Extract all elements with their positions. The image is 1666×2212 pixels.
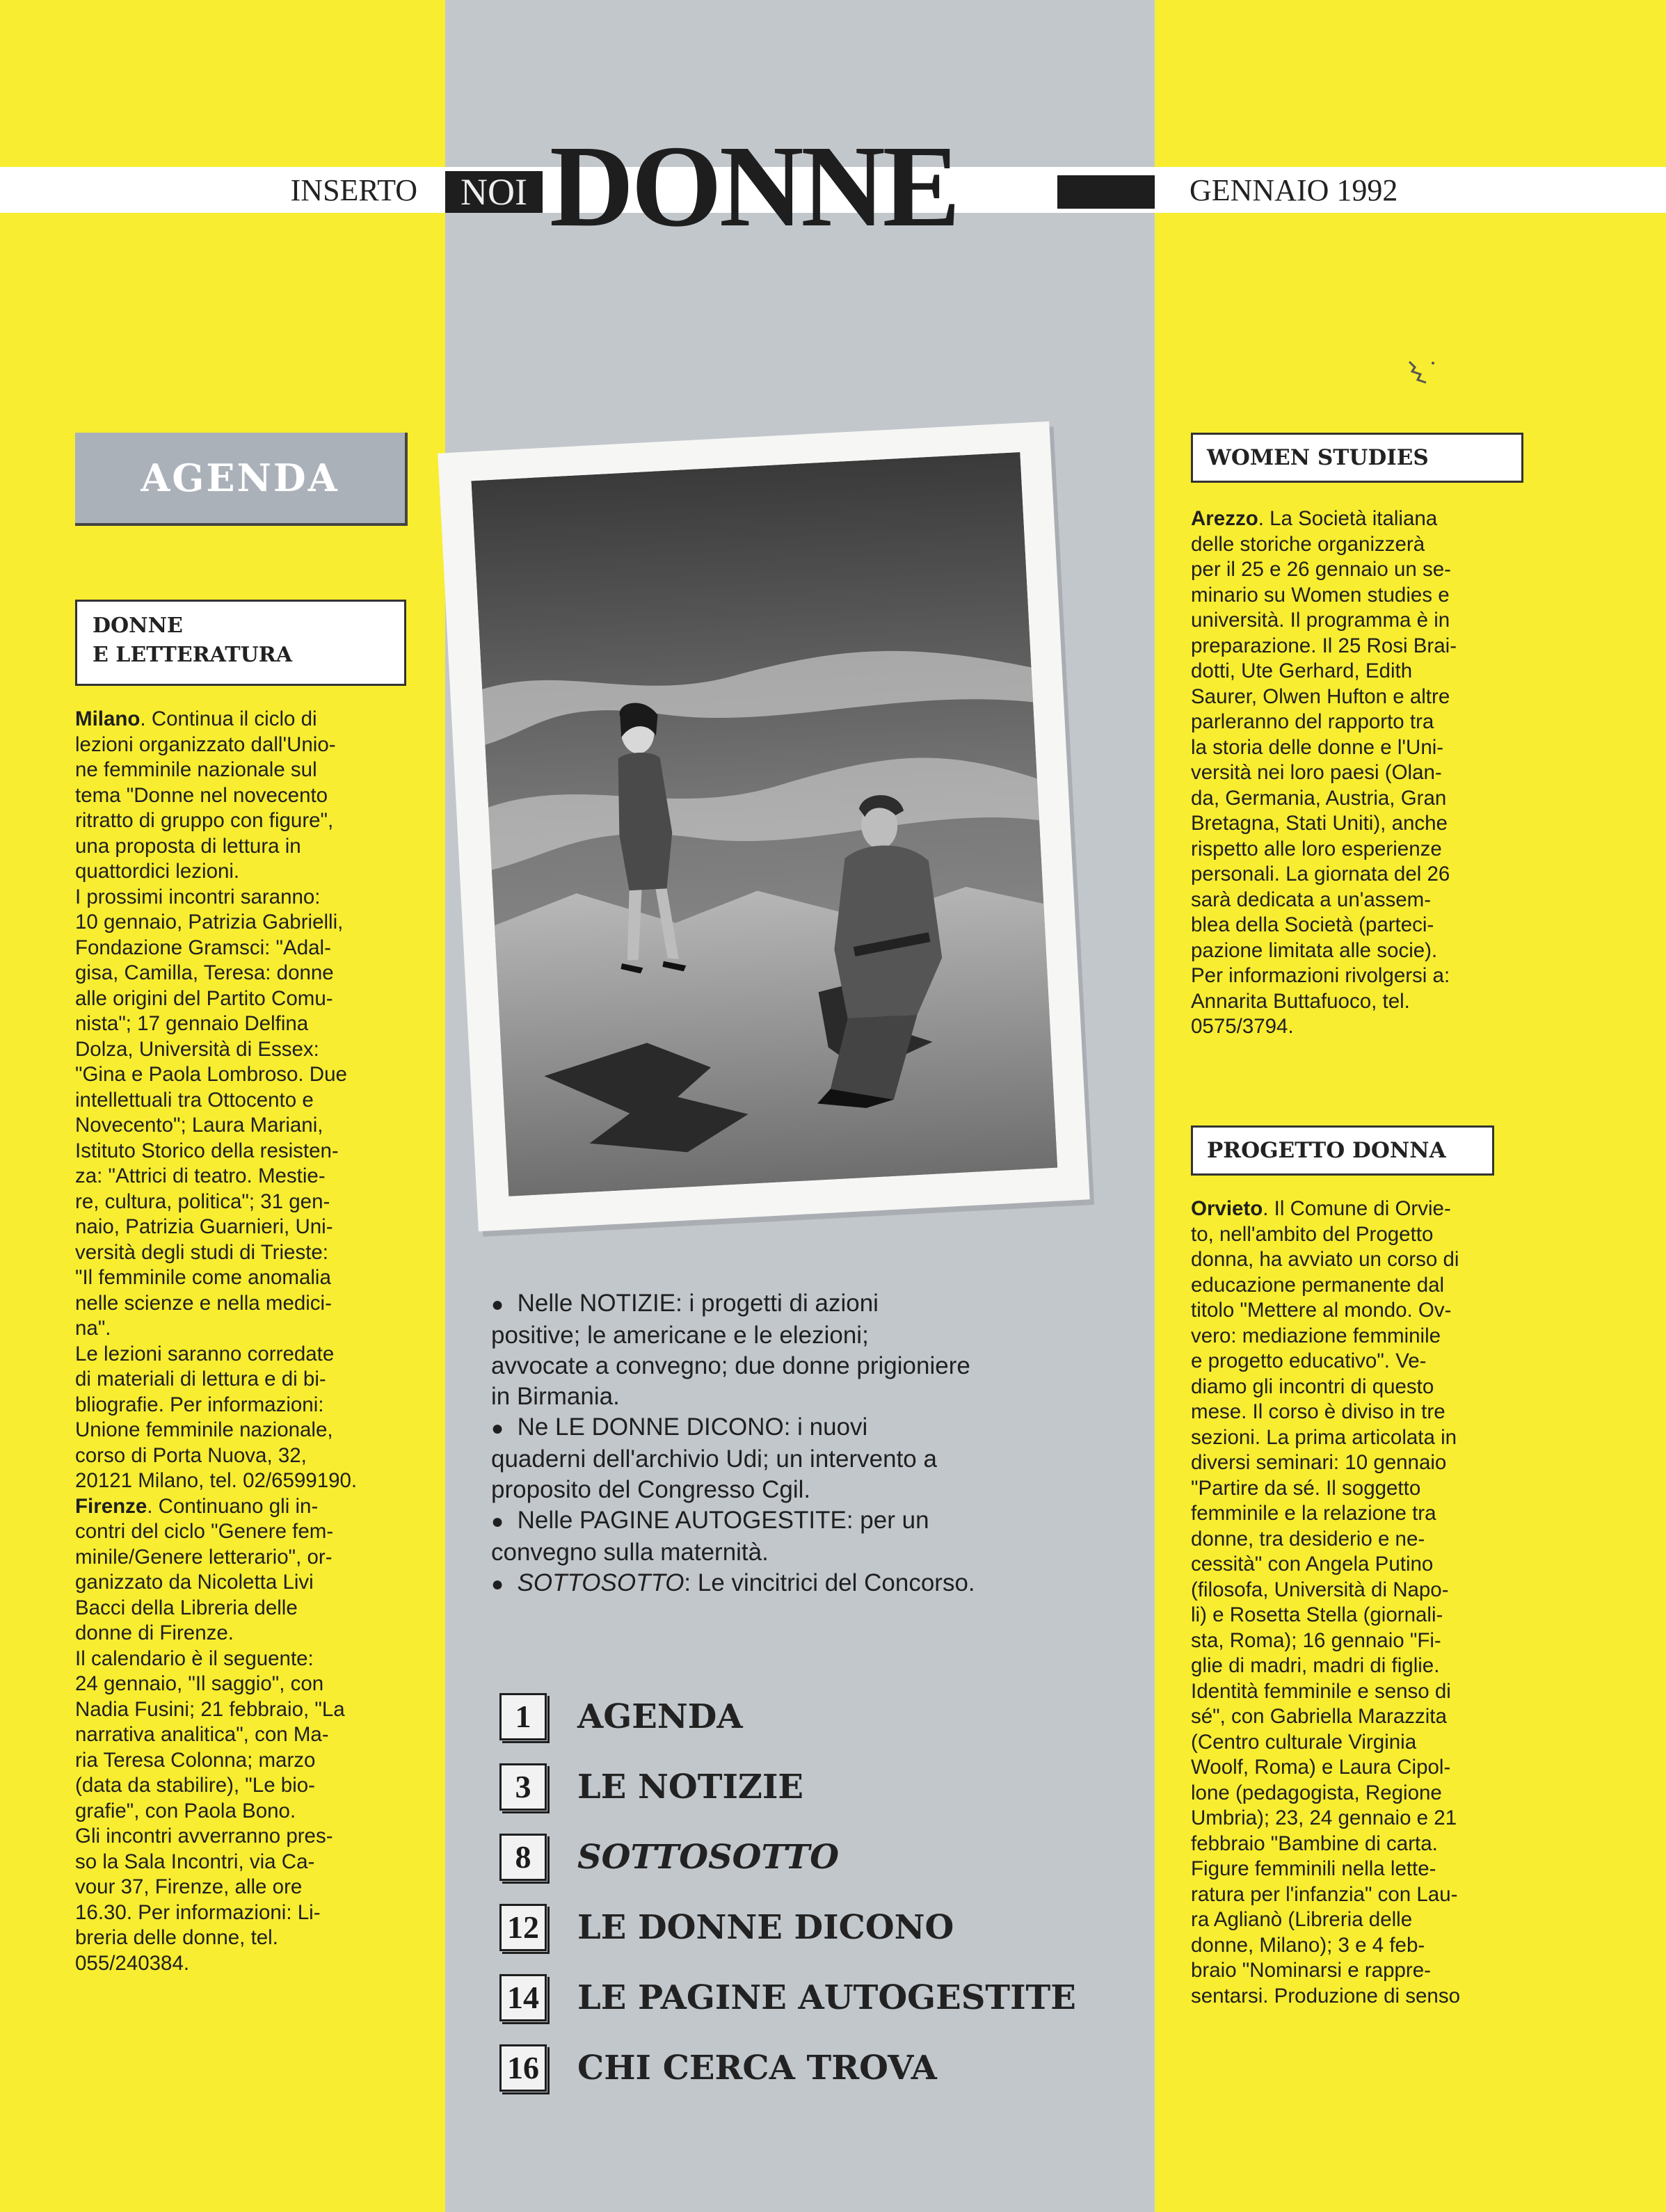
text-line-content: Novecento"; Laura Mariani, (75, 1114, 323, 1137)
text-line (1191, 1501, 1525, 1527)
label-line: DONNE (93, 614, 183, 638)
text-line-content: e progetto educativo". Ve- (1191, 1349, 1427, 1372)
toc-label: LE NOTIZIE (577, 1768, 803, 1806)
text-line-content: Unione femminile nazionale, (75, 1418, 333, 1441)
donne-letteratura-article (75, 707, 416, 1976)
text-line-content: Il calendario è il seguente: (75, 1646, 314, 1670)
women-studies-label: WOMEN STUDIES (1191, 433, 1523, 483)
ground (493, 869, 1057, 1196)
text-line-content: gisa, Camilla, Teresa: donne (75, 961, 334, 984)
text-line (75, 732, 416, 758)
text-line (75, 1443, 416, 1469)
text-line (75, 758, 416, 783)
text-line-content: so la Sala Incontri, via Ca- (75, 1850, 315, 1873)
text-line-content: Nadia Fusini; 21 febbraio, "La (75, 1697, 345, 1721)
text-line (75, 936, 416, 961)
text-line-content: I prossimi incontri saranno: (75, 885, 321, 908)
text-line (1191, 1933, 1525, 1959)
text-line (1191, 1907, 1525, 1933)
text-line (75, 1468, 416, 1494)
text-line (1191, 963, 1525, 989)
text-line-content: 16.30. Per informazioni: Li- (75, 1900, 321, 1924)
text-line (1191, 583, 1525, 609)
masthead-insert-label: INSERTO (290, 173, 417, 207)
text-line-content: Identità femminile e senso di (1191, 1679, 1451, 1703)
text-line (75, 1621, 416, 1646)
text-line-content: personali. La giornata del 26 (1191, 863, 1450, 885)
summary-line: convegno sulla maternità. (491, 1539, 769, 1566)
women-studies-article (1191, 506, 1525, 1040)
bullet-icon: ● (491, 1510, 504, 1533)
text-line-content: la storia delle donne e l'Uni- (1191, 735, 1444, 759)
text-line (1191, 1552, 1525, 1578)
text-line-content: diversi seminari: 10 gennaio (1191, 1451, 1447, 1474)
text-line-content: grafie", con Paola Bono. (75, 1799, 296, 1822)
text-line-content: mese. Il corso è diviso in tre (1191, 1400, 1445, 1423)
text-line (1191, 1832, 1525, 1857)
text-line (1191, 1603, 1525, 1628)
summary-line-text: Nelle PAGINE AUTOGESTITE: per un (517, 1507, 929, 1534)
donne-letteratura-label (75, 600, 406, 686)
text-line (1191, 1375, 1525, 1400)
text-line-content: . La Società italiana (1258, 507, 1438, 530)
city-name: Milano (75, 707, 141, 730)
text-line-content: educazione permanente dal (1191, 1273, 1445, 1297)
text-line-content: 20121 Milano, tel. 02/6599190. (75, 1469, 358, 1492)
toc-label: LE DONNE DICONO (577, 1908, 954, 1947)
text-line-content: preparazione. Il 25 Rosi Brai- (1191, 634, 1457, 657)
text-line-content: versità degli studi di Trieste: (75, 1240, 328, 1264)
text-line-content: sé", con Gabriella Marazzita (1191, 1705, 1447, 1728)
text-line (1191, 634, 1525, 659)
text-line (1191, 862, 1525, 888)
text-line (1191, 1755, 1525, 1781)
text-line (1191, 1349, 1525, 1375)
text-line-content: (data da stabilire), "Le bio- (75, 1774, 315, 1797)
text-line (75, 1393, 416, 1418)
toc-row[interactable] (499, 2044, 1126, 2100)
bullet-icon: ● (491, 1293, 504, 1316)
text-line-content: dotti, Ute Gerhard, Edith (1191, 659, 1413, 682)
text-line-content: naio, Patrizia Guarnieri, Uni- (75, 1215, 333, 1238)
text-line-content: "Gina e Paola Lombroso. Due (75, 1063, 347, 1086)
text-line (75, 1900, 416, 1926)
text-line-content: to, nell'ambito del Progetto (1191, 1222, 1434, 1246)
text-line (1191, 1425, 1525, 1451)
toc-row[interactable] (499, 1974, 1126, 2030)
text-line-content: (Centro culturale Virginia (1191, 1730, 1417, 1754)
text-line (1191, 760, 1525, 786)
text-line-content: li) e Rosetta Stella (giornali- (1191, 1603, 1443, 1626)
text-line-content: . Continua il ciclo di (140, 707, 317, 730)
text-line-content: vero: mediazione femminile (1191, 1324, 1441, 1347)
text-line-content: lone (pedagogista, Regione (1191, 1781, 1442, 1804)
text-line (75, 1875, 416, 1900)
text-line (75, 1291, 416, 1317)
text-line (1191, 1704, 1525, 1730)
text-line (1191, 1273, 1525, 1299)
text-line (75, 1824, 416, 1850)
text-line (1191, 1247, 1525, 1273)
text-line-content: Dolza, Università di Essex: (75, 1037, 319, 1061)
text-line-content: za: "Attrici di teatro. Mestie- (75, 1164, 326, 1187)
text-line (75, 1596, 416, 1621)
text-line-content: Figure femminili nella lette- (1191, 1857, 1436, 1880)
text-line (75, 1164, 416, 1189)
text-line-content: femminile e la relazione tra (1191, 1502, 1436, 1525)
text-line (1191, 837, 1525, 863)
text-line (75, 1951, 416, 1977)
text-line (1191, 1984, 1525, 2010)
text-line (1191, 1857, 1525, 1882)
text-line (75, 1570, 416, 1596)
text-line-content: sta, Roma); 16 gennaio "Fi- (1191, 1628, 1441, 1652)
text-line (75, 1418, 416, 1443)
toc-row[interactable] (499, 1904, 1126, 1959)
toc-page-number: 16 (499, 2044, 547, 2092)
toc-label: CHI CERCA TROVA (577, 2049, 937, 2087)
text-line (1191, 1781, 1525, 1806)
summary-line: in Birmania. (491, 1383, 620, 1410)
text-line (1191, 913, 1525, 938)
text-line-content: ria Teresa Colonna; marzo (75, 1748, 316, 1772)
text-line-content: "Partire da sé. Il soggetto (1191, 1476, 1421, 1500)
text-line (1191, 1958, 1525, 1984)
text-line (75, 885, 416, 911)
text-line (1191, 1578, 1525, 1603)
text-line-content: Bretagna, Stati Uniti), anche (1191, 812, 1448, 835)
agenda-section-title: AGENDA (75, 433, 408, 526)
summary-italic-lead: SOTTOSOTTO (517, 1569, 684, 1596)
text-line-content: lezioni organizzato dall'Unio- (75, 732, 336, 756)
toc-page-number: 3 (499, 1763, 547, 1811)
toc-row[interactable] (499, 1693, 1126, 1749)
text-line (1191, 735, 1525, 761)
text-line-content: una proposta di lettura in (75, 834, 301, 858)
text-line-content: quattordici lezioni. (75, 860, 240, 883)
text-line-content: cessità" con Angela Putino (1191, 1553, 1434, 1576)
text-line-content: . Il Comune di Orvie- (1263, 1197, 1451, 1220)
text-line-content: braio "Nominarsi e rappre- (1191, 1959, 1431, 1982)
summary-line-text: : Le vincitrici del Concorso. (684, 1569, 975, 1596)
text-line-content: breria delle donne, tel. (75, 1926, 278, 1949)
logo-bar (1057, 175, 1155, 209)
label-line: E LETTERATURA (93, 643, 292, 667)
toc-page-number: 12 (499, 1904, 547, 1951)
text-line-content: (filosofa, Università di Napo- (1191, 1578, 1449, 1601)
text-line-content: Gli incontri avverranno pres- (75, 1825, 333, 1848)
city-name: Orvieto (1191, 1197, 1263, 1220)
text-line-content: "Il femminile come anomalia (75, 1266, 331, 1289)
text-line (1191, 1196, 1525, 1222)
toc-label: SOTTOSOTTO (577, 1838, 840, 1877)
text-line (75, 1722, 416, 1748)
text-line-content: corso di Porta Nuova, 32, (75, 1443, 307, 1467)
text-line-content: nista"; 17 gennaio Delfina (75, 1012, 309, 1035)
summary-item-donne-dicono (491, 1412, 1117, 1505)
text-line (75, 986, 416, 1012)
text-line (75, 1697, 416, 1723)
text-line (75, 1367, 416, 1393)
text-line-content: Bacci della Libreria delle (75, 1596, 298, 1619)
text-line (75, 1139, 416, 1164)
text-line (75, 1799, 416, 1825)
summary-line (491, 1288, 1117, 1320)
text-line-content: donne di Firenze. (75, 1621, 234, 1644)
toc-page-number: 14 (499, 1974, 547, 2021)
text-line-content: diamo gli incontri di questo (1191, 1375, 1434, 1398)
text-line-content: sezioni. La prima articolata in (1191, 1425, 1457, 1449)
logo-noi: NOI (445, 171, 543, 213)
text-line (75, 1265, 416, 1291)
text-line (75, 1037, 416, 1063)
text-line-content: ra Aglianò (Libreria delle (1191, 1908, 1413, 1931)
text-line-content: alle origini del Partito Comu- (75, 986, 333, 1010)
summary-line (491, 1505, 1117, 1537)
toc-page-number: 1 (499, 1693, 547, 1740)
text-line-content: 055/240384. (75, 1951, 190, 1975)
summary-line-text: Nelle NOTIZIE: i progetti di azioni (517, 1290, 879, 1317)
text-line (1191, 557, 1525, 583)
text-line-content: Fondazione Gramsci: "Adal- (75, 936, 331, 959)
text-line-content: glie di madri, madri di figlie. (1191, 1654, 1440, 1677)
text-line (1191, 1527, 1525, 1553)
text-line-content: di materiali di lettura e di bi- (75, 1368, 326, 1390)
summary-item-pagine-autogestite (491, 1505, 1117, 1568)
text-line-content: narrativa analitica", con Ma- (75, 1723, 329, 1746)
text-line (75, 1646, 416, 1672)
text-line-content: tema "Donne nel novecento (75, 783, 328, 807)
text-line (75, 1748, 416, 1774)
text-line (1191, 1628, 1525, 1654)
summary-line-text: Ne LE DONNE DICONO: i nuovi (517, 1413, 868, 1441)
text-line (1191, 532, 1525, 558)
text-line (75, 783, 416, 809)
city-name: Firenze (75, 1494, 147, 1518)
text-line-content: 24 gennaio, "Il saggio", con (75, 1672, 324, 1695)
text-line (1191, 811, 1525, 837)
text-line (75, 1342, 416, 1368)
text-line-content: sarà dedicata a un'assem- (1191, 888, 1432, 911)
text-line (75, 910, 416, 936)
text-line-content: Per informazioni rivolgersi a: (1191, 964, 1450, 987)
text-line (1191, 989, 1525, 1015)
summary-item-sottosotto (491, 1568, 1117, 1600)
text-line-content: blea della Società (parteci- (1191, 913, 1434, 936)
text-line (1191, 1882, 1525, 1908)
text-line-content: Saurer, Olwen Hufton e altre (1191, 684, 1450, 708)
text-line (1191, 1324, 1525, 1349)
text-line (1191, 938, 1525, 964)
text-line (1191, 1222, 1525, 1248)
logo-donne: DONNE (550, 122, 958, 251)
summary-line: positive; le americane e le elezioni; (491, 1322, 869, 1349)
text-line (75, 859, 416, 885)
text-line (75, 1088, 416, 1114)
bullet-icon: ● (491, 1417, 504, 1440)
text-line (1191, 1450, 1525, 1476)
toc-row[interactable] (499, 1834, 1126, 1889)
text-line-content: Woolf, Roma) e Laura Cipol- (1191, 1756, 1451, 1779)
text-line-content: donna, ha avviato un corso di (1191, 1248, 1459, 1271)
text-line-content: Le lezioni saranno corredate (75, 1342, 335, 1365)
text-line-content: ratura per l'infanzia" con Lau- (1191, 1882, 1458, 1906)
text-line (1191, 1679, 1525, 1705)
contents-summary (491, 1288, 1117, 1600)
bullet-icon: ● (491, 1573, 504, 1596)
text-line (1191, 786, 1525, 812)
text-line (75, 1011, 416, 1037)
summary-line: avvocate a convegno; due donne prigioniere (491, 1352, 970, 1379)
text-line (1191, 1014, 1525, 1040)
text-line-content: sentarsi. Produzione di senso (1191, 1984, 1461, 2007)
text-line-content: contri del ciclo "Genere fem- (75, 1520, 334, 1543)
text-line (75, 1494, 416, 1520)
text-line-content: febbraio "Bambine di carta. (1191, 1832, 1438, 1855)
text-line (1191, 608, 1525, 634)
toc-page-number: 8 (499, 1834, 547, 1881)
text-line-content: minile/Genere letterario", or- (75, 1545, 333, 1569)
text-line-content: intellettuali tra Ottocento e (75, 1088, 314, 1112)
text-line (75, 834, 416, 860)
text-line-content: re, cultura, politica"; 31 gen- (75, 1189, 330, 1213)
summary-line: proposito del Congresso Cgil. (491, 1476, 811, 1503)
text-line-content: rispetto alle loro esperienze (1191, 837, 1442, 860)
progetto-donna-article (1191, 1196, 1525, 2009)
text-line-content: Annarita Buttafuoco, tel. (1191, 989, 1410, 1013)
city-name: Arezzo (1191, 507, 1258, 530)
text-line-content: donne, tra desiderio e ne- (1191, 1527, 1425, 1550)
toc-label: AGENDA (577, 1697, 743, 1736)
toc-row[interactable] (499, 1763, 1126, 1819)
text-line (75, 1773, 416, 1799)
text-line-content: bliografie. Per informazioni: (75, 1393, 324, 1416)
ink-mark-icon (1405, 355, 1447, 390)
text-line (75, 1545, 416, 1571)
toc-label: LE PAGINE AUTOGESTITE (577, 1978, 1076, 2017)
text-line-content: ganizzato da Nicoletta Livi (75, 1571, 314, 1594)
text-line (1191, 659, 1525, 684)
text-line-content: versità nei loro paesi (Olan- (1191, 761, 1442, 784)
text-line (75, 1215, 416, 1240)
summary-item-notizie (491, 1288, 1117, 1412)
text-line (75, 961, 416, 986)
text-line-content: minario su Women studies e (1191, 583, 1450, 607)
text-line (1191, 506, 1525, 532)
text-line-content: Umbria); 23, 24 gennaio e 21 (1191, 1806, 1457, 1829)
text-line (75, 1189, 416, 1215)
text-line (1191, 1298, 1525, 1324)
illustration-drawing (471, 452, 1057, 1196)
text-line-content: università. Il programma è in (1191, 609, 1450, 632)
text-line (75, 1519, 416, 1545)
text-line (75, 1672, 416, 1697)
text-line-content: parleranno del rapporto tra (1191, 710, 1434, 733)
cover-illustration (438, 422, 1089, 1232)
text-line-content: pazione limitata alle socie). (1191, 938, 1438, 962)
text-line-content: ne femminile nazionale sul (75, 758, 317, 781)
text-line (75, 1240, 416, 1266)
text-line (1191, 1730, 1525, 1756)
text-line (1191, 684, 1525, 710)
text-line-content: delle storiche organizzerà (1191, 532, 1425, 556)
progetto-donna-label: PROGETTO DONNA (1191, 1125, 1494, 1176)
text-line-content: . Continuano gli in- (147, 1494, 319, 1518)
masthead-date: GENNAIO 1992 (1190, 173, 1398, 207)
text-line-content: nelle scienze e nella medici- (75, 1291, 332, 1315)
text-line-content: per il 25 e 26 gennaio un se- (1191, 558, 1451, 581)
text-line (75, 1062, 416, 1088)
text-line (1191, 1653, 1525, 1679)
text-line (1191, 710, 1525, 735)
text-line-content: vour 37, Firenze, alle ore (75, 1875, 303, 1898)
text-line (1191, 1476, 1525, 1502)
text-line-content: 0575/3794. (1191, 1015, 1294, 1038)
text-line-content: titolo "Mettere al mondo. Ov- (1191, 1299, 1452, 1322)
text-line (75, 808, 416, 834)
text-line (75, 707, 416, 732)
text-line-content: 10 gennaio, Patrizia Gabrielli, (75, 911, 344, 933)
text-line-content: ritratto di gruppo con figure", (75, 809, 334, 832)
summary-line: quaderni dell'archivio Udi; un intervento a (491, 1445, 937, 1473)
text-line (1191, 1400, 1525, 1425)
text-line (75, 1850, 416, 1875)
text-line-content: Istituto Storico della resisten- (75, 1139, 339, 1162)
summary-line (491, 1412, 1117, 1444)
text-line (75, 1113, 416, 1139)
text-line (75, 1925, 416, 1951)
text-line (1191, 1806, 1525, 1832)
text-line (75, 1316, 416, 1342)
text-line-content: na". (75, 1317, 111, 1340)
text-line-content: da, Germania, Austria, Gran (1191, 786, 1447, 810)
text-line (1191, 888, 1525, 913)
text-line-content: donne, Milano); 3 e 4 feb- (1191, 1933, 1425, 1957)
summary-line (491, 1568, 1117, 1600)
